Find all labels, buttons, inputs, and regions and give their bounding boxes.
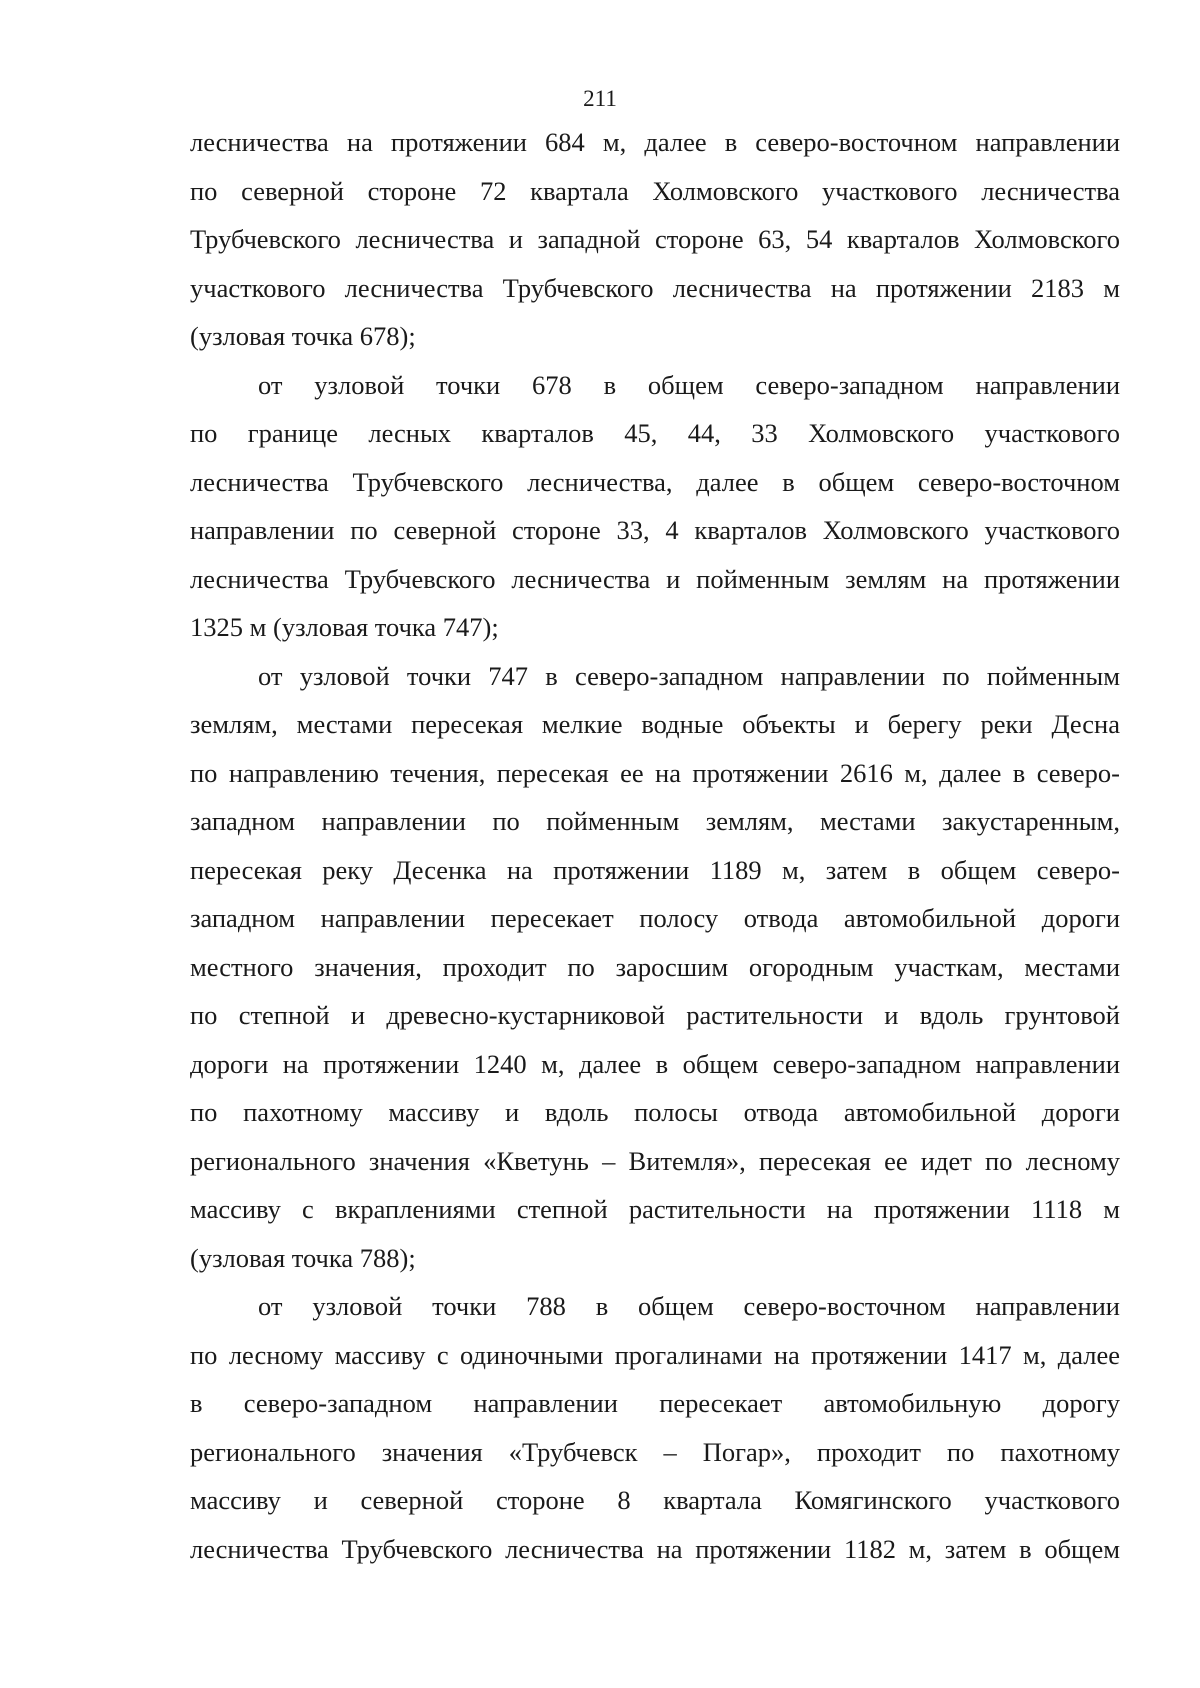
text-line: от узловой точки 747 в северо-западном направлении по пойменным [258, 660, 1120, 691]
text-line: землям, местами пересекая мелкие водные объекты и берегу реки Десна [190, 709, 1120, 739]
text-line: от узловой точки 788 в общем северо-восточном направлении [258, 1291, 1120, 1321]
text-line: (узловая точка 788); [190, 1242, 416, 1273]
text-line: по степной и древесно-кустарниковой растительности и вдоль грунтовой [190, 1000, 1120, 1030]
text-line: местного значения, проходит по заросшим огородным участкам, местами [190, 951, 1120, 982]
text-line: регионального значения «Кветунь – Витемля», пересекая ее идет по лесному [190, 1145, 1120, 1176]
text-line: лесничества Трубчевского лесничества, далее в общем северо-восточном [190, 466, 1120, 497]
text-line: в северо-западном направлении пересекает автомобильную дорогу [190, 1388, 1120, 1418]
text-line: участкового лесничества Трубчевского лесничества на протяжении 2183 м [190, 272, 1120, 303]
text-line: Трубчевского лесничества и западной стороне 63, 54 кварталов Холмовского [190, 224, 1120, 254]
text-line: по границе лесных кварталов 45, 44, 33 Холмовского участкового [190, 418, 1120, 448]
text-line: по лесному массиву с одиночными прогалинами на протяжении 1417 м, далее [190, 1339, 1120, 1370]
text-line: западном направлении по пойменным землям, местами закустаренным, [190, 806, 1120, 836]
text-line: дороги на протяжении 1240 м, далее в общем северо-западном направлении [190, 1048, 1120, 1079]
text-line: направлении по северной стороне 33, 4 кварталов Холмовского участкового [190, 515, 1120, 545]
text-line: регионального значения «Трубчевск – Погар», проходит по пахотному [190, 1436, 1120, 1467]
text-line: лесничества Трубчевского лесничества на протяжении 1182 м, затем в общем [190, 1533, 1120, 1564]
page-number: 211 [583, 86, 617, 111]
text-line: массиву с вкраплениями степной растительности на протяжении 1118 м [190, 1194, 1120, 1224]
text-line: массиву и северной стороне 8 квартала Комягинского участкового [190, 1485, 1120, 1515]
text-line: западном направлении пересекает полосу отвода автомобильной дороги [190, 903, 1120, 933]
text-line: от узловой точки 678 в общем северо-западном направлении [258, 369, 1120, 400]
text-line: по направлению течения, пересекая ее на протяжении 2616 м, далее в северо- [190, 757, 1120, 788]
document-body [190, 118, 1120, 1573]
text-line: 1325 м (узловая точка 747); [190, 612, 499, 642]
text-line: по северной стороне 72 квартала Холмовского участкового лесничества [190, 175, 1120, 206]
text-line: пересекая реку Десенка на протяжении 1189 м, затем в общем северо- [190, 854, 1120, 885]
text-line: лесничества Трубчевского лесничества и пойменным землям на протяжении [190, 563, 1120, 594]
text-line: (узловая точка 678); [190, 321, 416, 351]
text-line: по пахотному массиву и вдоль полосы отвода автомобильной дороги [190, 1097, 1120, 1127]
text-line: лесничества на протяжении 684 м, далее в северо-восточном направлении [190, 127, 1120, 157]
